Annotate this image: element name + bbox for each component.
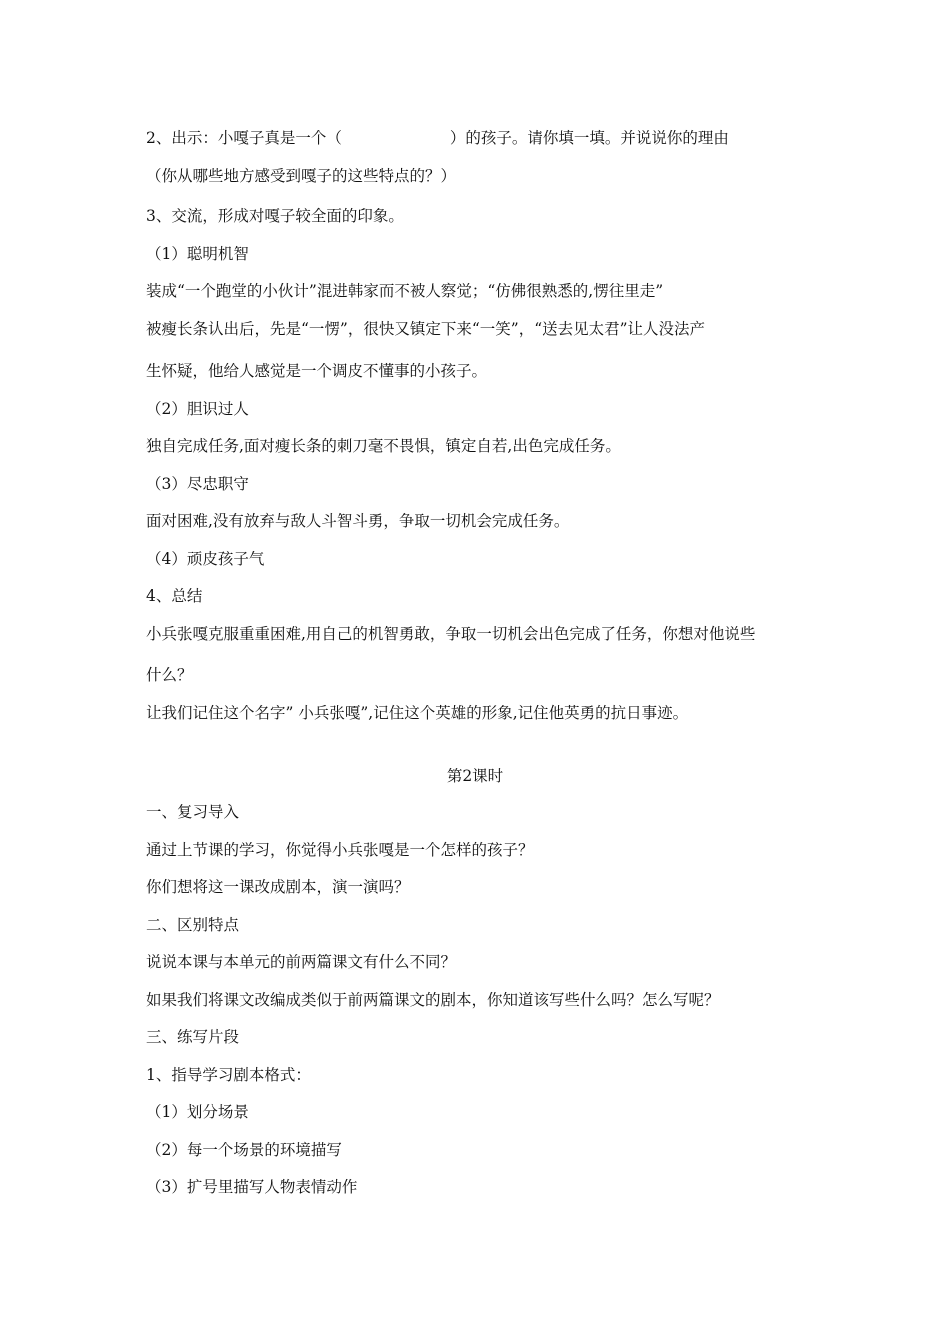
sub-heading: （1）聪明机智: [146, 245, 249, 263]
paragraph-line: 如果我们将课文改编成类似于前两篇课文的剧本，你知道该写些什么吗？怎么写呢？: [146, 991, 720, 1009]
section-heading: 二、区别特点: [146, 916, 240, 934]
sub-heading: （2）胆识过人: [146, 400, 249, 418]
paragraph-line: 说说本课与本单元的前两篇课文有什么不同？: [146, 953, 457, 971]
lesson-title: 第2课时: [446, 767, 504, 785]
section-heading: 一、复习导入: [146, 803, 240, 821]
paragraph-line: 通过上节课的学习，你觉得小兵张嘎是一个怎样的孩子？: [146, 841, 534, 859]
section-heading: 4、总结: [146, 587, 203, 605]
section-heading: 三、练写片段: [146, 1028, 240, 1046]
paragraph-line: 生怀疑，他给人感觉是一个调皮不懂事的小孩子。: [146, 362, 488, 380]
question-2-head: 2、出示：小嘎子真是一个（: [146, 129, 342, 147]
list-item: （1）划分场景: [146, 1103, 249, 1121]
list-item: （2）每一个场景的环境描写: [146, 1141, 342, 1159]
paragraph-line: 被瘦长条认出后，先是“一愣”，很快又镇定下来“一笑”，“送去见太君”让人没法产: [146, 320, 706, 338]
section-heading: 3、交流，形成对嘎子较全面的印象。: [146, 207, 404, 225]
question-2-tail: ）的孩子。请你填一填。并说说你的理由: [449, 129, 729, 147]
sub-heading: （4）顽皮孩子气: [146, 550, 265, 568]
paragraph-line: 让我们记住这个名字” 小兵张嘎”,记住这个英雄的形象,记住他英勇的抗日事迹。: [146, 704, 689, 722]
list-item: （3）扩号里描写人物表情动作: [146, 1178, 358, 1196]
paragraph-line: （你从哪些地方感受到嘎子的这些特点的？）: [146, 167, 457, 185]
paragraph-line: 装成“一个跑堂的小伙计”混进韩家而不被人察觉；“仿佛很熟悉的,愣往里走”: [146, 282, 664, 300]
question-2: [146, 128, 729, 148]
paragraph-line: 小兵张嘎克服重重困难,用自己的机智勇敢，争取一切机会出色完成了任务，你想对他说些: [146, 625, 756, 643]
paragraph-line: 面对困难,没有放弃与敌人斗智斗勇，争取一切机会完成任务。: [146, 512, 570, 530]
paragraph-line: 1、指导学习剧本格式：: [146, 1066, 311, 1084]
paragraph-line: 什么？: [146, 666, 193, 684]
paragraph-line: 独自完成任务,面对瘦长条的刺刀毫不畏惧，镇定自若,出色完成任务。: [146, 437, 621, 455]
sub-heading: （3）尽忠职守: [146, 475, 249, 493]
paragraph-line: 你们想将这一课改成剧本，演一演吗？: [146, 878, 410, 896]
